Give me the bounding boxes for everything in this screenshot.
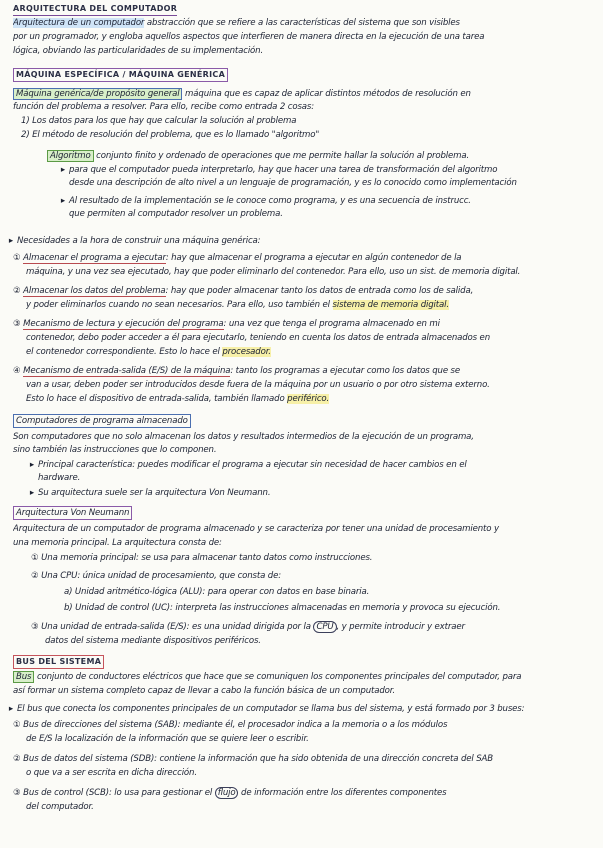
arrow-bullet-icon: ▸ bbox=[60, 165, 66, 175]
enum-3-icon: ③ bbox=[13, 788, 21, 798]
term-almacenar-datos: Almacenar los datos del problema bbox=[23, 286, 166, 296]
heading-arquitectura: ARQUITECTURA DEL COMPUTADOR bbox=[13, 3, 177, 16]
text-line: Arquitectura de un computador de programa almacenado y se caracteriza por tener una unidad de procesamiento y bbox=[13, 524, 499, 534]
list-item: a) Unidad aritmético-lógica (ALU): para operar con datos en base binaria. bbox=[64, 587, 370, 597]
text-line: Esto lo hace el dispositivo de entrada-salida, también llamado periférico. bbox=[26, 394, 330, 404]
term-algoritmo: Algoritmo bbox=[47, 150, 94, 162]
text-line: que permiten al computador resolver un problema. bbox=[69, 209, 283, 219]
text-line: el contenedor correspondiente. Esto lo hace el procesador. bbox=[26, 347, 271, 357]
bus-item-3: ③ Bus de control (SCB): lo usa para gestionar el flujo de información entre los diferentes componentes bbox=[13, 788, 447, 798]
text-line: máquina, y una vez sea ejecutado, hay que poder eliminarlo del contenedor. Para ello, uso un sist. de memoria digital. bbox=[26, 267, 521, 277]
definition-bus: Bus conjunto de conductores eléctricos que hace que se comuniquen los componentes principales del computador, para bbox=[13, 671, 595, 683]
text-line: así formar un sistema completo capaz de llevar a cabo la función básica de un computador. bbox=[13, 686, 395, 696]
list-item: 1) Los datos para los que hay que calcular la solución al problema bbox=[21, 116, 297, 126]
list-item: ▸ Necesidades a la hora de construir una máquina genérica: bbox=[5, 235, 595, 247]
text-line: contenedor, debo poder acceder a él para ejecutarlo, teniendo en cuenta los datos de entrada almacenados en bbox=[26, 333, 490, 343]
text-line: hardware. bbox=[38, 473, 81, 483]
bus-item-2: ② Bus de datos del sistema (SDB): contiene la información que ha sido obtenida de una dirección concreta del SAB bbox=[13, 754, 493, 764]
bus-item-1: ① Bus de direcciones del sistema (SAB): mediante él, el procesador indica a la memoria o a los módulos bbox=[13, 720, 448, 730]
enum-2-icon: ② bbox=[13, 286, 21, 296]
enum-3-icon: ③ bbox=[13, 319, 21, 329]
circled-cpu: CPU bbox=[313, 621, 336, 633]
definition-maquina-generica: Máquina genérica/de propósito general máquina que es capaz de aplicar distintos métodos de resolución en bbox=[13, 88, 593, 100]
text-line: y poder eliminarlos cuando no sean necesarios. Para ello, uso también el sistema de memoria digital. bbox=[26, 300, 449, 310]
list-item: ② Una CPU: única unidad de procesamiento, que consta de: bbox=[31, 571, 281, 581]
term-mecanismo-es: Mecanismo de entrada-salida (E/S) de la máquina bbox=[23, 366, 231, 376]
arrow-bullet-icon: ▸ bbox=[8, 704, 14, 714]
highlight-memoria: sistema de memoria digital. bbox=[332, 300, 449, 310]
enum-2-icon: ② bbox=[13, 754, 21, 764]
heading-programa-almacenado: Computadores de programa almacenado bbox=[13, 414, 191, 428]
text-line: de E/S la localización de la información que se quiere leer o escribir. bbox=[26, 734, 309, 744]
text-line: lógica, obviando las particularidades de su implementación. bbox=[13, 46, 264, 56]
necesidad-3: ③ Mecanismo de lectura y ejecución del programa: una vez que tenga el programa almacenado en mi bbox=[13, 319, 440, 329]
enum-1-icon: ① bbox=[13, 253, 21, 263]
list-item: ▸ Principal característica: puedes modificar el programa a ejecutar sin necesidad de hacer cambios en el bbox=[26, 459, 596, 471]
text-line: datos del sistema mediante dispositivos periféricos. bbox=[45, 636, 261, 646]
enum-3-icon: ③ bbox=[31, 622, 39, 632]
enum-1-icon: ① bbox=[31, 553, 39, 563]
heading-bus: BUS DEL SISTEMA bbox=[13, 655, 104, 669]
term-almacenar-programa: Almacenar el programa a ejecutar bbox=[23, 253, 166, 263]
enum-1-icon: ① bbox=[13, 720, 21, 730]
necesidad-2: ② Almacenar los datos del problema: hay que poder almacenar tanto los datos de entrada como los de salida, bbox=[13, 286, 474, 296]
text-line: van a usar, deben poder ser introducidos desde fuera de la máquina por un usuario o por otro sistema externo. bbox=[26, 380, 490, 390]
highlight-procesador: procesador. bbox=[222, 347, 271, 357]
highlight-periferico: periférico. bbox=[287, 394, 330, 404]
term-maquina-generica: Máquina genérica/de propósito general bbox=[13, 88, 182, 100]
necesidad-4: ④ Mecanismo de entrada-salida (E/S) de la máquina: tanto los programas a ejecutar como los datos que se bbox=[13, 366, 461, 376]
text-line: una memoria principal. La arquitectura consta de: bbox=[13, 538, 222, 548]
list-item: ① Una memoria principal: se usa para almacenar tanto datos como instrucciones. bbox=[31, 553, 373, 563]
list-item: 2) El método de resolución del problema, que es lo llamado "algoritmo" bbox=[21, 130, 320, 140]
enum-4-icon: ④ bbox=[13, 366, 21, 376]
heading-von-neumann: Arquitectura Von Neumann bbox=[13, 506, 132, 520]
arrow-bullet-icon: ▸ bbox=[8, 236, 14, 246]
text-line: función del problema a resolver. Para ello, recibe como entrada 2 cosas: bbox=[13, 102, 314, 112]
list-item: b) Unidad de control (UC): interpreta las instrucciones almacenadas en memoria y provoca su ejecución. bbox=[64, 603, 501, 613]
circled-flujo: flujo bbox=[215, 787, 239, 799]
text-line: o que va a ser escrita en dicha dirección. bbox=[26, 768, 197, 778]
list-item: ▸ Al resultado de la implementación se le conoce como programa, y es una secuencia de instrucc. bbox=[57, 195, 593, 207]
definition-arquitectura: Arquitectura de un computador abstracción que se refiere a las características del sistema que son visibles bbox=[13, 18, 460, 28]
text-line: Son computadores que no solo almacenan los datos y resultados intermedios de la ejecución de un programa, bbox=[13, 432, 474, 442]
term-bus: Bus bbox=[13, 671, 34, 683]
necesidad-1: ① Almacenar el programa a ejecutar: hay que almacenar el programa a ejecutar en algún contenedor de la bbox=[13, 253, 462, 263]
arrow-bullet-icon: ▸ bbox=[29, 488, 35, 498]
arrow-bullet-icon: ▸ bbox=[29, 460, 35, 470]
list-item: ▸ para que el computador pueda interpretarlo, hay que hacer una tarea de transformación del algoritmo bbox=[57, 164, 593, 176]
list-item: ▸ Su arquitectura suele ser la arquitectura Von Neumann. bbox=[26, 487, 596, 499]
term-arquitectura: Arquitectura de un computador bbox=[13, 18, 145, 28]
heading-maquina: MÁQUINA ESPECÍFICA / MÁQUINA GENÉRICA bbox=[13, 68, 228, 82]
list-item: ▸ El bus que conecta los componentes principales de un computador se llama bus del sistema, y está formado por 3 buses: bbox=[5, 703, 597, 715]
text-line: sino también las instrucciones que lo componen. bbox=[13, 445, 217, 455]
text-line: por un programador, y engloba aquellos aspectos que interfieren de manera directa en la ejecución de una tarea bbox=[13, 32, 485, 42]
arrow-bullet-icon: ▸ bbox=[60, 196, 66, 206]
enum-2-icon: ② bbox=[31, 571, 39, 581]
text-line: del computador. bbox=[26, 802, 94, 812]
definition-algoritmo: Algoritmo conjunto finito y ordenado de operaciones que me permite hallar la solución al problema. bbox=[47, 150, 593, 162]
text-line: desde una descripción de alto nivel a un lenguaje de programación, y es lo conocido como implementación bbox=[69, 178, 517, 188]
list-item: ③ Una unidad de entrada-salida (E/S): es una unidad dirigida por la CPU , y permite introducir y extraer bbox=[31, 622, 465, 632]
term-mecanismo-lectura: Mecanismo de lectura y ejecución del programa bbox=[23, 319, 224, 329]
